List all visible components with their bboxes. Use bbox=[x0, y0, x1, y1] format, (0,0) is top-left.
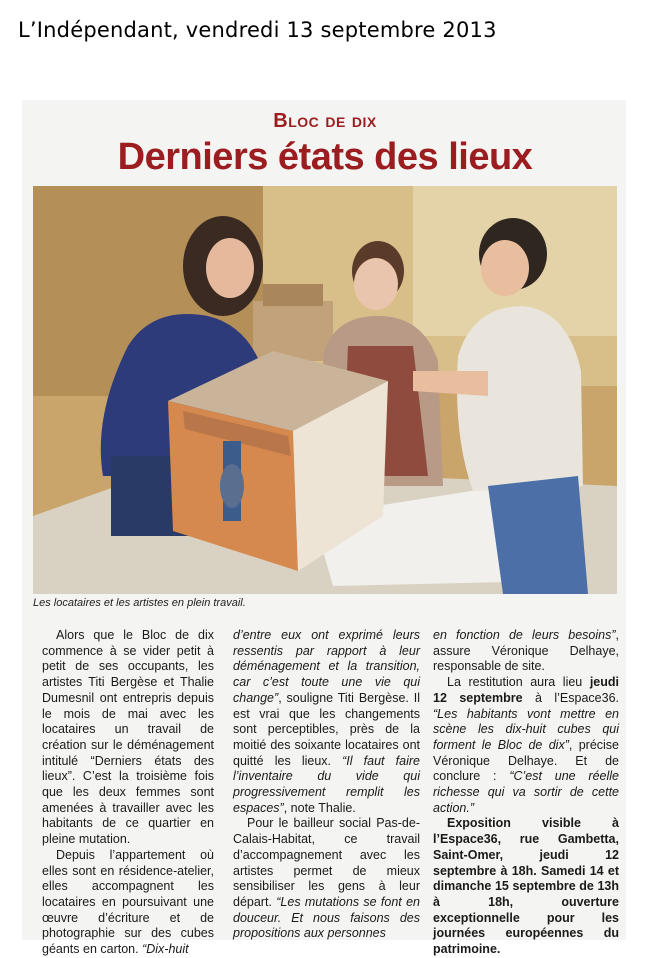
photo-caption: Les locataires et les artistes en plein travail. bbox=[33, 597, 246, 609]
paragraph: en fonction de leurs besoins”, assure Véronique Delhaye, responsable de site. bbox=[433, 628, 619, 674]
text-column-2 bbox=[233, 628, 420, 942]
paragraph: Depuis l’appartement où elles sont en résidence-atelier, elles accompagnent les locataires en poursuivant une œuvre d’écriture et de photographie sur des cubes géants en carton. “Dix-huit bbox=[42, 847, 214, 957]
text-column-1 bbox=[42, 628, 214, 958]
newspaper-header: L’Indépendant, vendredi 13 septembre 2013 bbox=[18, 18, 497, 42]
article-photo bbox=[33, 186, 617, 594]
paragraph: d’entre eux ont exprimé leurs ressentis par rapport à leur déménagement et la transition, car c’est toute une vie qui change”, souligne Titi Bergèse. Il est vrai que les changements sont perceptibles, près de la moitié des soixante locataires ont quitté les lieux. “Il faut faire l’inventaire du vide qui progressivement remplit les espaces”, note Thalie. bbox=[233, 628, 420, 815]
exhibition-info: Exposition visible à l’Espace36, rue Gambetta, Saint-Omer, jeudi 12 septembre à 18h. Samedi 14 et dimanche 15 septembre de 13h à 18h, ouverture exceptionnelle pour les journées européennes du patrimoine. bbox=[433, 816, 619, 957]
article-kicker: Bloc de dix bbox=[273, 110, 377, 132]
paragraph: Pour le bailleur social Pas-de-Calais-Habitat, ce travail d’accompagnement avec les artistes permet de mieux sensibiliser les gens à leur départ. “Les mutations se font en douceur. Et nous faisons des propositions aux personnes bbox=[233, 816, 421, 941]
article-title: Derniers états des lieux bbox=[117, 136, 533, 178]
photo-illustration bbox=[33, 186, 617, 594]
text-column-3 bbox=[433, 628, 619, 958]
paragraph: Alors que le Bloc de dix commence à se vider petit à petit de ses occupants, les artistes Titi Bergèse et Thalie Dumesnil ont entrepris depuis le mois de mai avec les locataires un travail de création sur le déménagement intitulé “Derniers états des lieux”. C’est la troisième fois que les deux femmes sont amenées à travailler avec les habitants de ce quartier en pleine mutation. bbox=[42, 628, 214, 847]
paragraph: La restitution aura lieu jeudi 12 septembre à l’Espace36. “Les habitants vont mettre en scène les dix-huit cubes qui forment le Bloc de dix”, précise Véronique Delhaye. Et de conclure : “C’est une réelle richesse qui va sortir de cette action.” bbox=[433, 675, 619, 815]
